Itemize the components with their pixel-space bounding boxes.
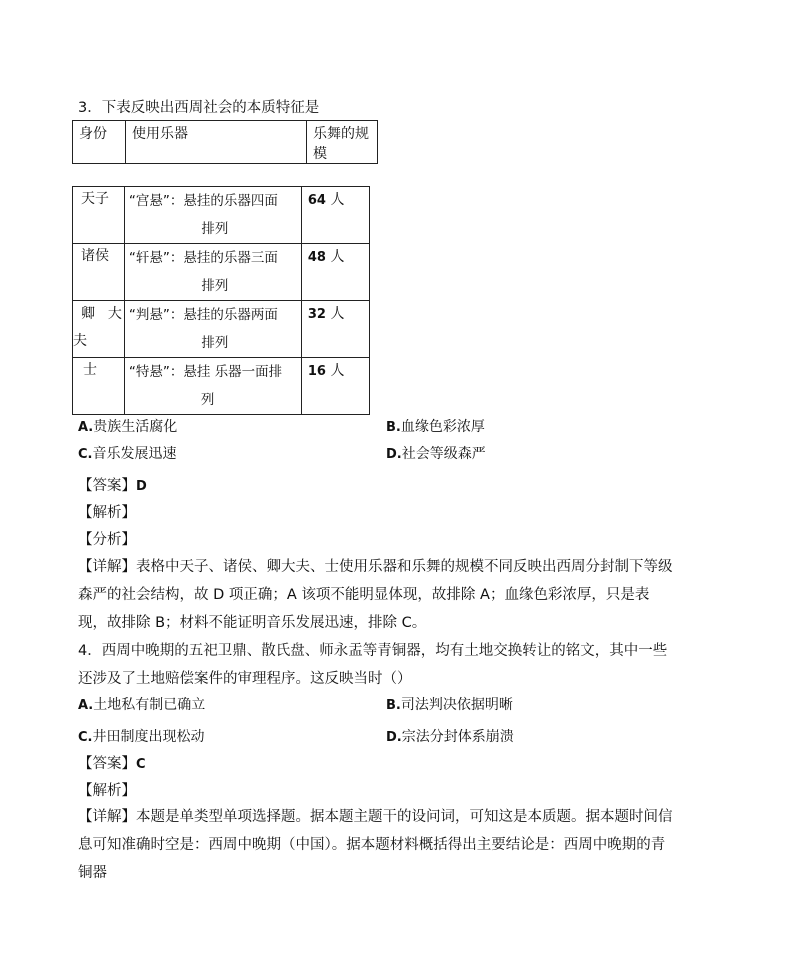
q4-detail-paragraph: 【详解】本题是单类型单项选择题。据本题主题干的设问词，可知这是本质题。据本题时间信息可知准确时空是：西周中晚期（中国）。据本题材料概括得出主要结论是：西周中晚期的青铜器 bbox=[78, 809, 673, 881]
instrument-cell: “宫悬”：悬挂的乐器四面 排列 bbox=[128, 193, 278, 237]
q3-option-b[interactable]: B.血缘色彩浓厚 bbox=[386, 419, 485, 435]
q3-option-d[interactable]: D.社会等级森严 bbox=[386, 446, 486, 462]
table-row bbox=[73, 358, 370, 415]
header-scale: 乐舞的规模 bbox=[307, 121, 378, 164]
table-header bbox=[72, 120, 378, 164]
question-4-title: 4．西周中晚期的五祀卫鼎、散氏盘、师永盂等青铜器，均有土地交换转让的铭文，其中一些还涉及了土地赔偿案件的审理程序。这反映当时（） bbox=[78, 643, 668, 687]
table-row bbox=[73, 244, 370, 301]
q4-option-c[interactable]: C.井田制度出现松动 bbox=[78, 729, 205, 745]
header-identity: 身份 bbox=[73, 121, 126, 164]
question-3-title: 3．下表反映出西周社会的本质特征是 bbox=[78, 100, 320, 116]
scale-cell: 16 人 bbox=[307, 363, 345, 379]
q4-option-b[interactable]: B.司法判决依据明晰 bbox=[386, 697, 513, 713]
scale-cell: 32 人 bbox=[307, 306, 345, 322]
table-row bbox=[73, 301, 370, 358]
instrument-cell: “轩悬”：悬挂的乐器三面 排列 bbox=[128, 250, 278, 294]
q4-option-d[interactable]: D.宗法分封体系崩溃 bbox=[386, 729, 514, 745]
scale-cell: 48 人 bbox=[307, 249, 345, 265]
q3-analysis-tag: 【解析】 bbox=[78, 505, 136, 521]
rank-cell: 卿 大 夫 bbox=[73, 306, 122, 349]
scale-cell: 64 人 bbox=[307, 192, 345, 208]
header-instruments: 使用乐器 bbox=[126, 121, 307, 164]
rank-cell: 诸侯 bbox=[81, 248, 109, 264]
q4-analysis-tag: 【解析】 bbox=[78, 783, 136, 799]
q3-fenxi-tag: 【分析】 bbox=[78, 532, 136, 548]
q4-option-a[interactable]: A.土地私有制已确立 bbox=[78, 697, 206, 713]
table-row bbox=[73, 187, 370, 244]
rank-cell: 士 bbox=[83, 362, 97, 378]
q3-option-a[interactable]: A.贵族生活腐化 bbox=[78, 419, 178, 435]
q3-detail-paragraph: 【详解】表格中天子、诸侯、卿大夫、士使用乐器和乐舞的规模不同反映出西周分封制下等级森严的社会结构，故 D 项正确；A 该项不能明显体现，故排除 A；血缘色彩浓厚，只是表现，故排除 B；材料不能证明音乐发展迅速，排除 C。 bbox=[78, 559, 673, 631]
q3-option-c[interactable]: C.音乐发展迅速 bbox=[78, 446, 177, 462]
q4-answer: 【答案】C bbox=[78, 756, 146, 772]
instrument-cell: “特悬”：悬挂 乐器一面排 列 bbox=[128, 364, 283, 408]
rank-cell: 天子 bbox=[81, 191, 109, 207]
ritual-music-table bbox=[72, 186, 370, 415]
instrument-cell: “判悬”：悬挂的乐器两面 排列 bbox=[128, 307, 278, 351]
q3-answer: 【答案】D bbox=[78, 478, 147, 494]
